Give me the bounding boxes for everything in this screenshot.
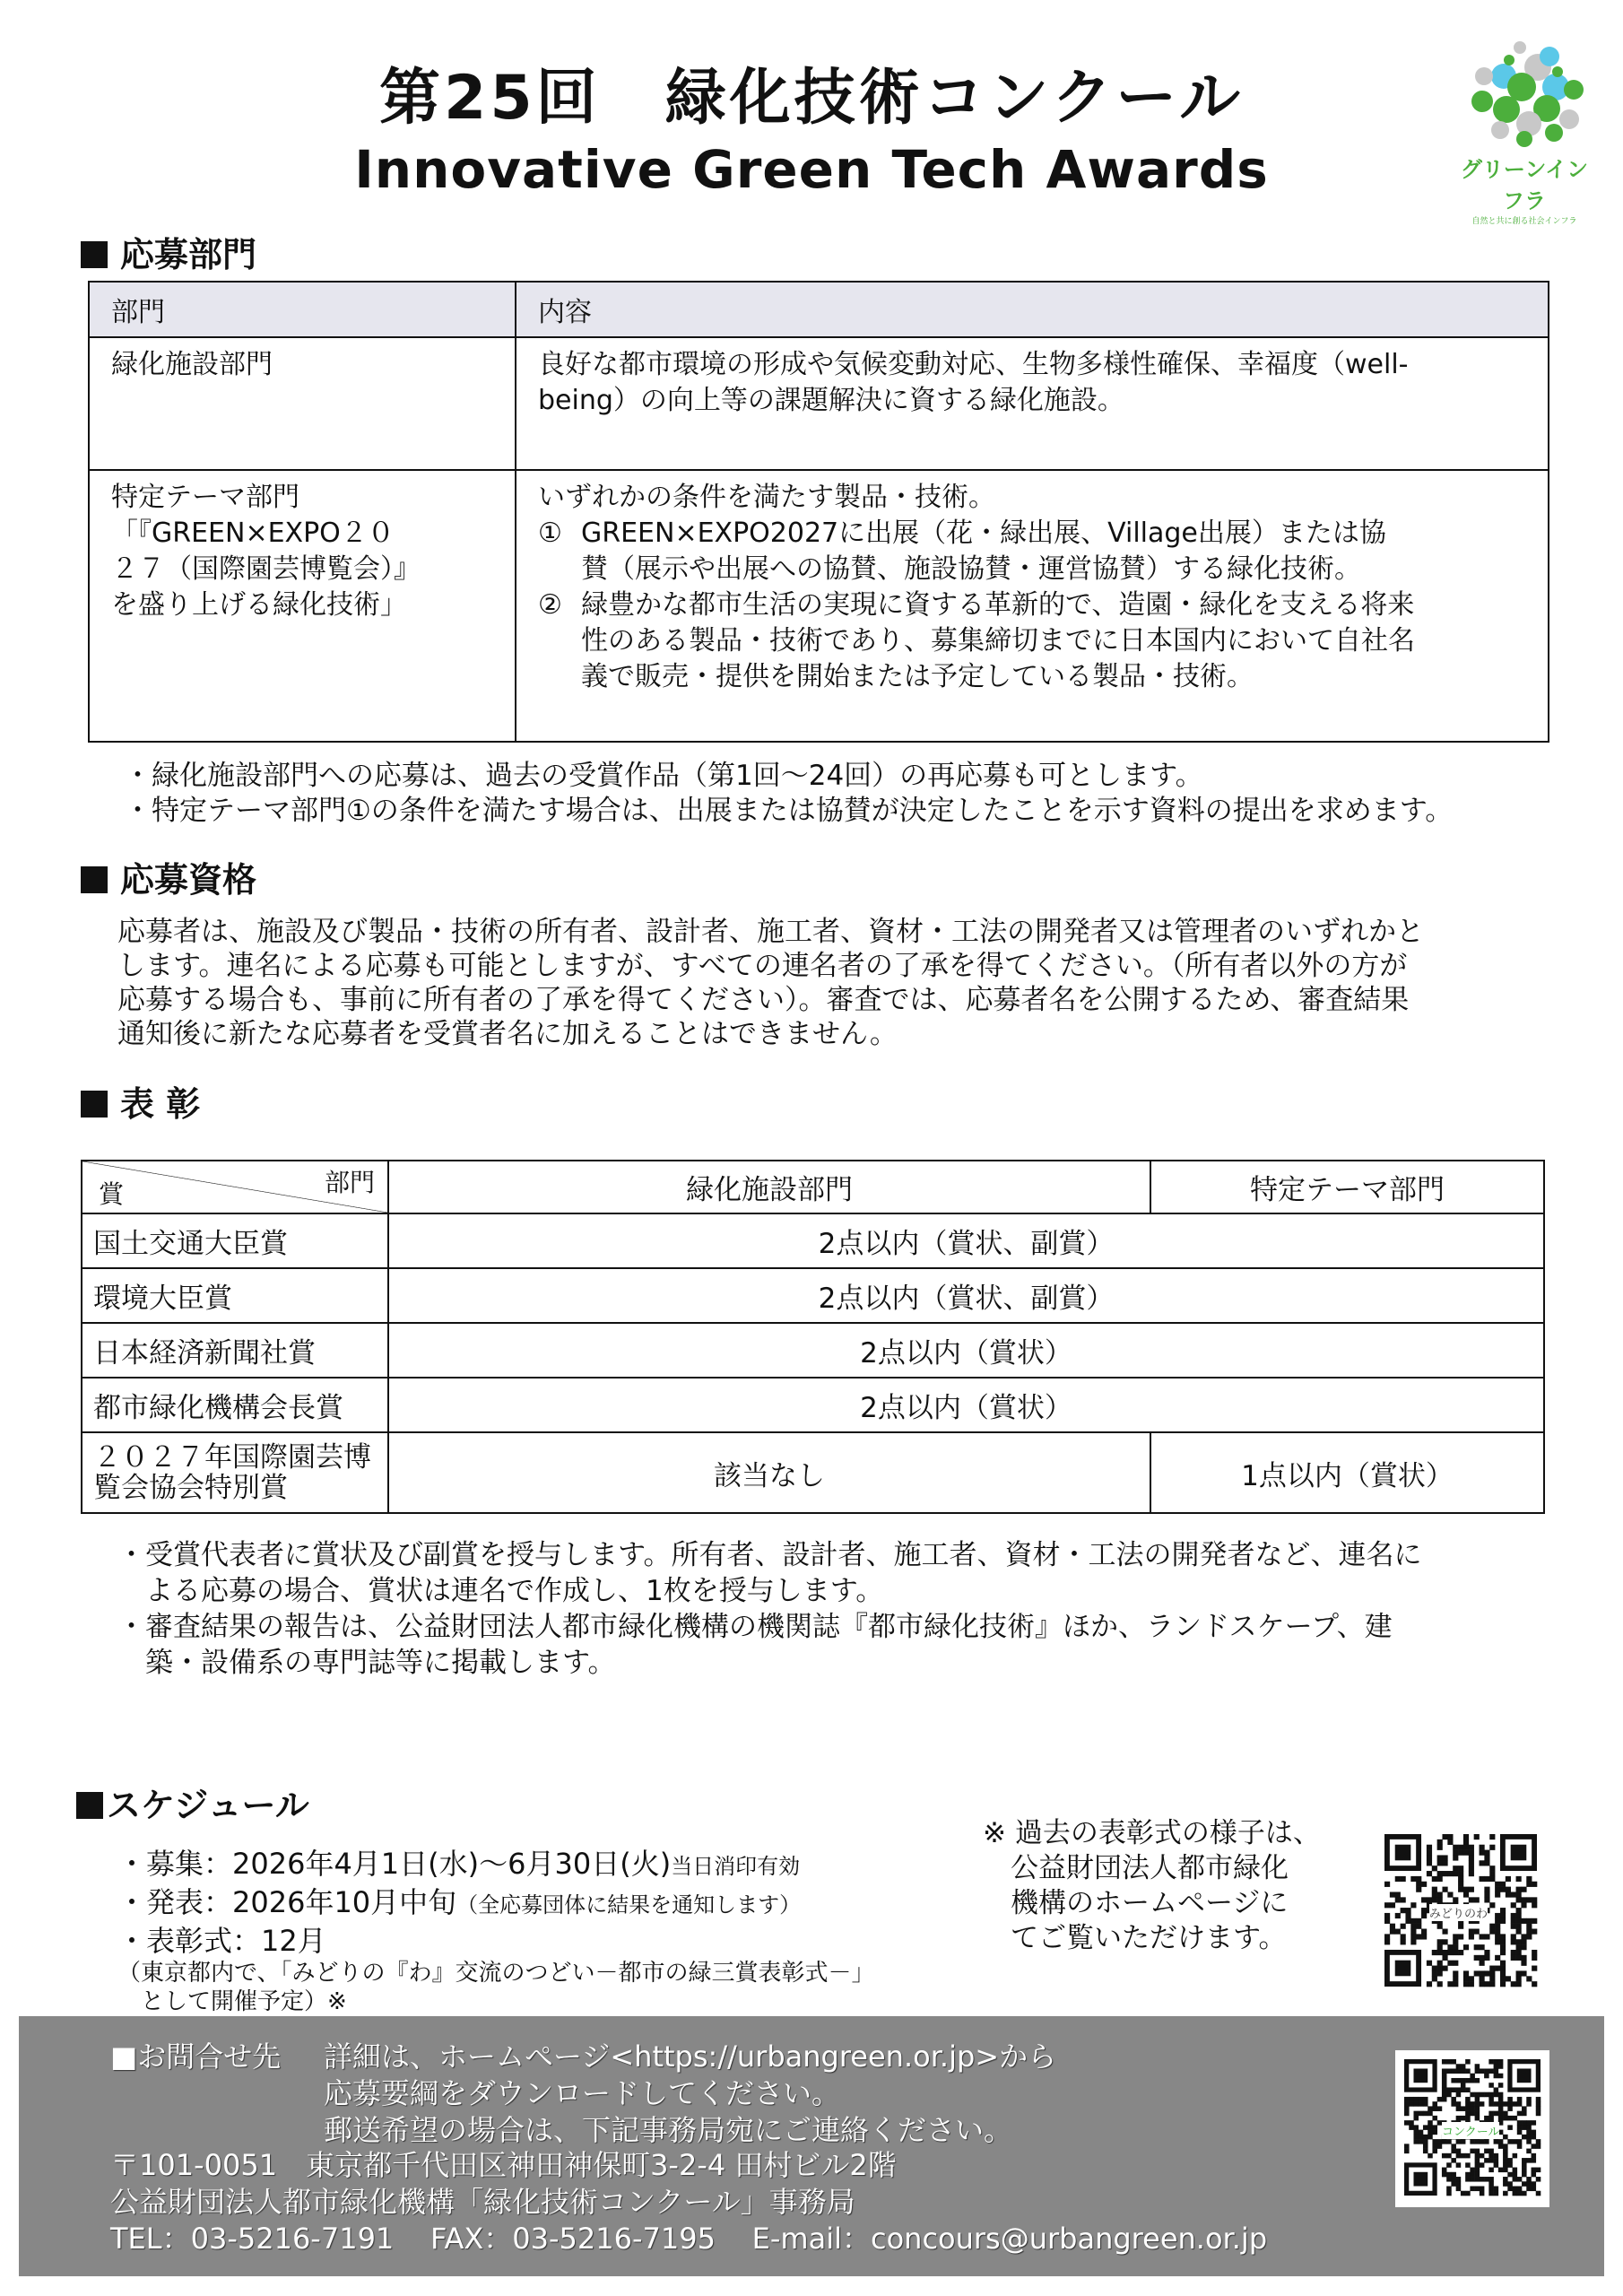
- page-subtitle: Innovative Green Tech Awards: [354, 139, 1269, 200]
- square-bullet-icon: [81, 866, 108, 893]
- name-line: を盛り上げる緑化技術」: [111, 589, 407, 621]
- eligibility-text: [117, 915, 1424, 1051]
- category-note: ・特定テーマ部門①の条件を満たす場合は、出展または協賛が決定したことを示す資料の提出を求めます。: [124, 795, 1454, 827]
- logo-text: グリーンインフラ: [1460, 157, 1589, 213]
- award-name-line: 覧会協会特別賞: [93, 1472, 288, 1504]
- schedule-sub: 当日消印有効: [671, 1854, 801, 1879]
- award-name-line: ２０２７年国際園芸博: [93, 1441, 371, 1474]
- contact-fax: FAX：03-5216-7195: [430, 2222, 716, 2256]
- table-row: [82, 1378, 1544, 1432]
- categories-table: [88, 281, 1549, 743]
- schedule-main: ・発表：2026年10月中旬: [117, 1885, 457, 1919]
- table-row: [82, 1268, 1544, 1323]
- note-line: よる応募の場合、賞状は連名で作成し、1枚を授与します。: [117, 1575, 884, 1607]
- ceremony-qr-code[interactable]: [1376, 1825, 1546, 1997]
- schedule-item: [117, 1846, 874, 1884]
- category-content: [516, 470, 1549, 742]
- category-content: [516, 337, 1549, 470]
- award-name: 都市緑化機構会長賞: [82, 1378, 388, 1432]
- awards-table: [81, 1160, 1545, 1514]
- contact-line: 応募要綱をダウンロードしてください。: [324, 2076, 841, 2110]
- corner-row-label: 賞: [99, 1179, 125, 1209]
- item-mark: ①: [538, 517, 562, 549]
- section-eligibility-heading: [81, 852, 256, 901]
- note-line: ・受賞代表者に賞状及び副賞を授与します。所有者、設計者、施工者、資材・工法の開発者など、連名に: [117, 1539, 1422, 1571]
- contact-address: 〒101-0051 東京都千代田区神田神保町3-2-4 田村ビル2階: [110, 2148, 897, 2182]
- name-line: 「『GREEN×EXPO２０: [111, 517, 395, 549]
- column-header: 内容: [516, 282, 1549, 337]
- section-schedule-heading: [76, 1778, 309, 1827]
- content-line: 性のある製品・技術であり、募集締切までに日本国内において自社名: [581, 625, 1415, 657]
- section-categories-heading: [81, 227, 256, 276]
- column-header: 特定テーマ部門: [1150, 1161, 1544, 1213]
- table-row: [89, 470, 1549, 742]
- heading-text: 応募部門: [120, 235, 257, 274]
- column-header: 緑化施設部門: [388, 1161, 1150, 1213]
- condition-item: [538, 516, 1526, 552]
- award-count: 2点以内（賞状、副賞）: [388, 1213, 1544, 1268]
- logo-tagline: 自然と共に創る社会インフラ: [1471, 217, 1577, 226]
- category-name: 緑化施設部門: [89, 337, 516, 470]
- square-bullet-icon: [76, 1792, 103, 1819]
- section-awards-heading: [81, 1076, 200, 1126]
- name-line: 特定テーマ部門: [111, 482, 299, 513]
- qr-label: コンクール: [1442, 2122, 1499, 2139]
- heading-text: 応募資格: [120, 860, 257, 900]
- contact-phones: [110, 2216, 1267, 2257]
- table-row: [82, 1213, 1544, 1268]
- page-title: 第25回 緑化技術コンクール: [379, 63, 1244, 134]
- text-line: します。連名による応募も可能としますが、すべての連名者の了承を得てください。（所有者以外の方が: [117, 950, 1408, 982]
- award-name: 国土交通大臣賞: [82, 1213, 388, 1268]
- content-intro: いずれかの条件を満たす製品・技術。: [538, 482, 995, 513]
- corner-col-label: 部門: [324, 1168, 375, 1197]
- table-header-row: [82, 1161, 1544, 1213]
- note-line: 築・設備系の専門誌等に掲載します。: [117, 1647, 616, 1679]
- name-line: ２７（国際園芸博覧会）』: [111, 553, 421, 585]
- category-name: [89, 470, 516, 742]
- category-note: ・緑化施設部門への応募は、過去の受賞作品（第1回～24回）の再応募も可とします。: [124, 760, 1203, 792]
- heading-text: 表 彰: [120, 1084, 201, 1124]
- green-infra-logo: [1457, 40, 1592, 226]
- schedule-item: [117, 1884, 874, 1923]
- item-mark: ②: [538, 589, 562, 621]
- award-name: 環境大臣賞: [82, 1268, 388, 1323]
- ceremony-side-note: [983, 1816, 1321, 1956]
- note-line: 機構のホームページに: [983, 1887, 1289, 1919]
- award-name: 日本経済新聞社賞: [82, 1323, 388, 1378]
- content-line: 賛（展示や出展への協賛、施設協賛・運営協賛）する緑化技術。: [581, 553, 1361, 585]
- text-line: 通知後に新たな応募者を受賞者名に加えることはできません。: [117, 1018, 898, 1050]
- schedule-sub: （全応募団体に結果を通知します）: [456, 1892, 802, 1918]
- bubbles-logo-icon: [1457, 40, 1592, 148]
- award-count: 1点以内（賞状）: [1150, 1432, 1544, 1513]
- content-line: 義で販売・提供を開始または予定している製品・技術。: [581, 661, 1254, 692]
- contact-line: 郵送希望の場合は、下記事務局宛にご連絡ください。: [324, 2113, 1013, 2147]
- qr-label: みどりのわ: [1429, 1904, 1488, 1921]
- award-count: 2点以内（賞状）: [388, 1323, 1544, 1378]
- heading-text: スケジュール: [107, 1786, 309, 1825]
- content-line: GREEN×EXPO2027に出展（花・緑出展、Village出展）または協: [581, 517, 1386, 549]
- schedule-main: ・募集：2026年4月1日(水)～6月30日(火): [117, 1847, 672, 1881]
- contact-org: 公益財団法人都市緑化機構「緑化技術コンクール」事務局: [110, 2185, 855, 2219]
- contact-tel: TEL：03-5216-7191: [110, 2222, 395, 2256]
- note-line: ※ 過去の表彰式の様子は、: [983, 1817, 1321, 1849]
- square-bullet-icon: [81, 1091, 108, 1118]
- schedule-list: [117, 1846, 874, 2016]
- schedule-item: [117, 1923, 874, 1959]
- corner-cell: [82, 1161, 388, 1213]
- note-line: 公益財団法人都市緑化: [983, 1852, 1289, 1884]
- ceremony-note: （東京都内で、「みどりの『わ』交流のつどい－都市の緑三賞表彰式－」: [117, 1960, 875, 1987]
- award-count: 2点以内（賞状、副賞）: [388, 1268, 1544, 1323]
- table-row: [89, 337, 1549, 470]
- content-line: 良好な都市環境の形成や気候変動対応、生物多様性確保、幸福度（well-: [538, 349, 1409, 380]
- ceremony-note: として開催予定）※: [117, 1988, 347, 2015]
- table-header-row: [89, 282, 1549, 337]
- content-line: being）の向上等の課題解決に資する緑化施設。: [538, 385, 1124, 416]
- contact-footer: [19, 2016, 1604, 2276]
- contact-label: ■お問合せ先: [110, 2039, 282, 2074]
- column-header: 部門: [89, 282, 516, 337]
- condition-item: [538, 587, 1526, 623]
- awards-notes: [117, 1537, 1422, 1681]
- award-count: 該当なし: [388, 1432, 1150, 1513]
- contact-email-link[interactable]: E-mail：concours@urbangreen.or.jp: [751, 2222, 1268, 2256]
- text-line: 応募者は、施設及び製品・技術の所有者、設計者、施工者、資材・工法の開発者又は管理者のいずれかと: [117, 916, 1424, 948]
- content-line: 緑豊かな都市生活の実現に資する革新的で、造園・緑化を支える将来: [581, 589, 1415, 621]
- contact-qr-code[interactable]: [1395, 2050, 1549, 2207]
- schedule-main: ・表彰式：12月: [117, 1924, 326, 1958]
- note-line: てご覧いただけます。: [983, 1922, 1287, 1954]
- note-line: ・審査結果の報告は、公益財団法人都市緑化機構の機関誌『都市緑化技術』ほか、ランドスケープ、建: [117, 1611, 1393, 1643]
- award-name: [82, 1432, 388, 1513]
- text-line: 応募する場合も、事前に所有者の了承を得てください）。審査では、応募者名を公開するため、審査結果: [117, 984, 1410, 1016]
- contact-line[interactable]: 詳細は、ホームページ<https://urbangreen.or.jp>から: [324, 2039, 1057, 2074]
- award-count: 2点以内（賞状）: [388, 1378, 1544, 1432]
- table-row: [82, 1432, 1544, 1513]
- square-bullet-icon: [81, 241, 108, 268]
- table-row: [82, 1323, 1544, 1378]
